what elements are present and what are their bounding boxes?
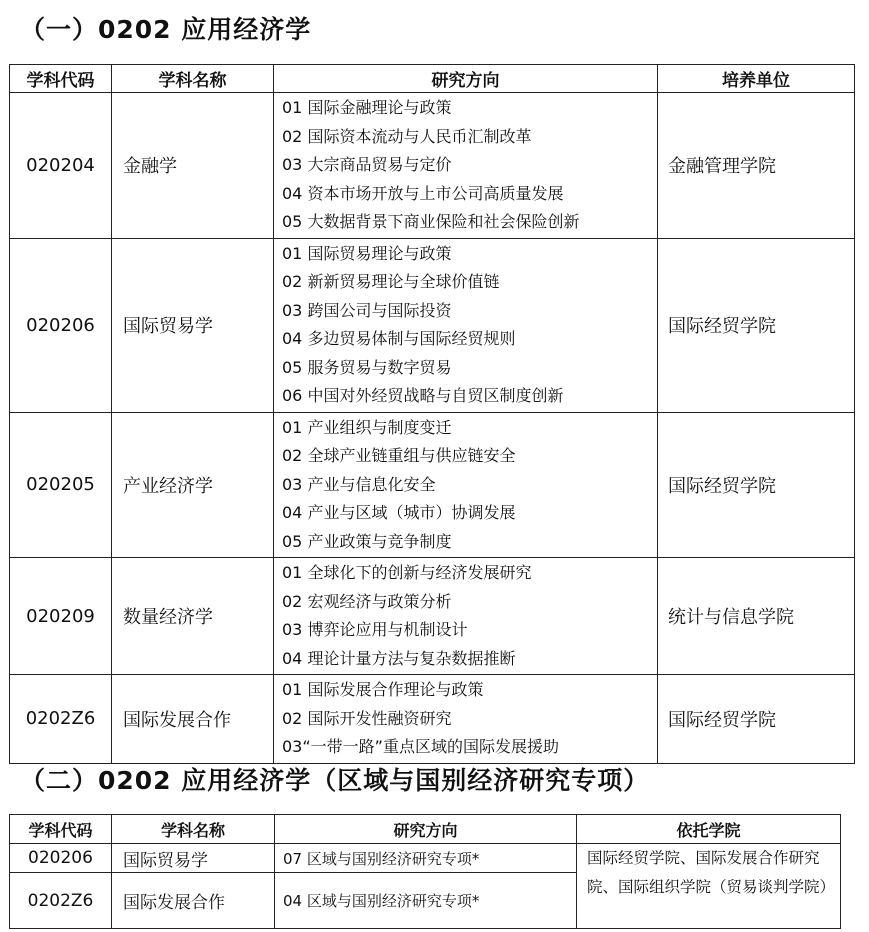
- direction-item: 03 博弈论应用与机制设计: [282, 620, 468, 639]
- direction-item: 05 产业政策与竞争制度: [282, 531, 452, 551]
- direction-item: 01 国际金融理论与政策: [282, 98, 452, 117]
- direction-item: 04 理论计量方法与复杂数据推断: [282, 648, 516, 668]
- header-name: 学科名称: [112, 65, 274, 93]
- direction-item: 02 国际开发性融资研究: [282, 708, 452, 728]
- training-unit: 国际经贸学院: [658, 238, 855, 412]
- regional-economics-table: [9, 814, 841, 929]
- research-directions: [274, 412, 658, 558]
- subject-code: 020206: [10, 844, 112, 873]
- section-1-title: （一）0202 应用经济学: [20, 15, 312, 44]
- direction-item: 03 跨国公司与国际投资: [282, 300, 452, 320]
- section-2-title: （二）0202 应用经济学（区域与国别经济研究专项）: [20, 766, 650, 795]
- subject-code: 0202Z6: [10, 675, 112, 764]
- training-unit: 统计与信息学院: [658, 558, 855, 675]
- table-row: [10, 675, 855, 764]
- header-code: 学科代码: [10, 65, 112, 93]
- direction-item: 01 产业组织与制度变迁: [282, 417, 452, 437]
- table-row: [10, 238, 855, 412]
- applied-economics-table: [9, 64, 855, 764]
- research-direction: 07 区域与国别经济研究专项*: [275, 844, 577, 873]
- research-directions: [274, 93, 658, 239]
- header-code: 学科代码: [10, 815, 112, 844]
- table-row: [10, 844, 841, 873]
- research-directions: [274, 238, 658, 412]
- research-directions: [274, 558, 658, 675]
- subject-code: 0202Z6: [10, 873, 112, 929]
- training-unit: 国际经贸学院: [658, 412, 855, 558]
- subject-name: 国际发展合作: [112, 675, 274, 764]
- research-directions: [274, 675, 658, 764]
- direction-item: 04 产业与区域（城市）协调发展: [282, 503, 516, 522]
- direction-item: 01 国际发展合作理论与政策: [282, 680, 484, 699]
- subject-name: 金融学: [112, 93, 274, 239]
- direction-item: 06 中国对外经贸战略与自贸区制度创新: [282, 386, 564, 405]
- subject-code: 020204: [10, 93, 112, 239]
- subject-code: 020205: [10, 412, 112, 558]
- header-institution: 依托学院: [577, 815, 841, 844]
- header-name: 学科名称: [112, 815, 275, 844]
- subject-name: 国际贸易学: [112, 238, 274, 412]
- direction-item: 01 国际贸易理论与政策: [282, 243, 452, 263]
- direction-item: 05 服务贸易与数字贸易: [282, 357, 452, 377]
- header-unit: 培养单位: [658, 65, 855, 93]
- direction-item: 02 新新贸易理论与全球价值链: [282, 272, 500, 291]
- subject-name: 国际发展合作: [112, 873, 275, 929]
- table-row: [10, 93, 855, 239]
- direction-item: 05 大数据背景下商业保险和社会保险创新: [282, 212, 580, 231]
- subject-name: 产业经济学: [112, 412, 274, 558]
- table-header-row: [10, 815, 841, 844]
- training-unit: 国际经贸学院: [658, 675, 855, 764]
- table-row: [10, 412, 855, 558]
- direction-item: 02 国际资本流动与人民币汇制改革: [282, 126, 532, 146]
- supporting-institution: 国际经贸学院、国际发展合作研究院、国际组织学院（贸易谈判学院）: [577, 844, 841, 929]
- direction-item: 03 产业与信息化安全: [282, 474, 436, 494]
- subject-code: 020206: [10, 238, 112, 412]
- direction-item: 02 宏观经济与政策分析: [282, 591, 452, 611]
- subject-name: 国际贸易学: [112, 844, 275, 873]
- direction-item: 04 多边贸易体制与国际经贸规则: [282, 329, 516, 348]
- table-header-row: [10, 65, 855, 93]
- table-row: [10, 558, 855, 675]
- direction-item: 03 大宗商品贸易与定价: [282, 155, 452, 174]
- direction-item: 02 全球产业链重组与供应链安全: [282, 446, 516, 465]
- research-direction: 04 区域与国别经济研究专项*: [275, 873, 577, 929]
- training-unit: 金融管理学院: [658, 93, 855, 239]
- direction-item: 03“一带一路”重点区域的国际发展援助: [282, 737, 559, 756]
- direction-item: 01 全球化下的创新与经济发展研究: [282, 563, 532, 582]
- subject-name: 数量经济学: [112, 558, 274, 675]
- direction-item: 04 资本市场开放与上市公司高质量发展: [282, 183, 564, 203]
- header-direction: 研究方向: [275, 815, 577, 844]
- subject-code: 020209: [10, 558, 112, 675]
- header-direction: 研究方向: [274, 65, 658, 93]
